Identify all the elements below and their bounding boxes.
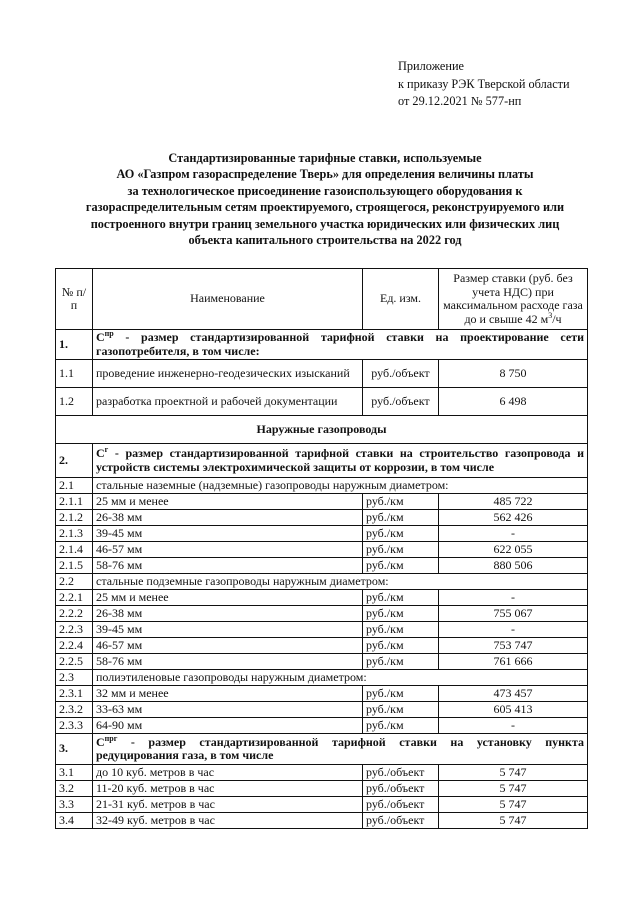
row-value: 5 747 <box>439 781 588 797</box>
row-name: 64-90 мм <box>93 718 363 734</box>
section-3-row <box>56 734 588 765</box>
row-name: 25 мм и менее <box>93 494 363 510</box>
row-num: 2.2.1 <box>56 590 93 606</box>
table-row <box>56 781 588 797</box>
title-line-5: построенного внутри границ земельного участка юридических или физических лиц <box>90 216 560 231</box>
row-num: 3.2 <box>56 781 93 797</box>
table-row <box>56 510 588 526</box>
row-value: 605 413 <box>439 702 588 718</box>
row-unit: руб./км <box>363 494 439 510</box>
row-name: 32-49 куб. метров в час <box>93 813 363 829</box>
row-value: 622 055 <box>439 542 588 558</box>
group-num: 2.3 <box>56 670 93 686</box>
row-name: до 10 куб. метров в час <box>93 765 363 781</box>
header-num: № п/п <box>56 269 93 330</box>
row-unit: руб./км <box>363 686 439 702</box>
table-row <box>56 606 588 622</box>
row-value: - <box>439 718 588 734</box>
row-name: 33-63 мм <box>93 702 363 718</box>
tariff-table <box>55 268 588 829</box>
appendix-line-1: Приложение <box>398 59 464 73</box>
external-pipelines-title: Наружные газопроводы <box>56 416 588 444</box>
row-unit: руб./км <box>363 526 439 542</box>
row-name: 46-57 мм <box>93 542 363 558</box>
row-name: 46-57 мм <box>93 638 363 654</box>
group-name: стальные подземные газопроводы наружным диаметром: <box>93 574 588 590</box>
section-2-row <box>56 444 588 478</box>
header-unit: Ед. изм. <box>363 269 439 330</box>
row-num: 2.2.4 <box>56 638 93 654</box>
table-row <box>56 360 588 388</box>
table-row <box>56 686 588 702</box>
table-row <box>56 494 588 510</box>
row-name: 26-38 мм <box>93 510 363 526</box>
row-value: 5 747 <box>439 797 588 813</box>
row-name: 39-45 мм <box>93 622 363 638</box>
row-name: разработка проектной и рабочей документации <box>93 388 363 416</box>
row-num: 2.1.1 <box>56 494 93 510</box>
row-value: 5 747 <box>439 765 588 781</box>
row-unit: руб./км <box>363 590 439 606</box>
row-num: 2.3.3 <box>56 718 93 734</box>
appendix-block <box>398 58 570 111</box>
row-name: 25 мм и менее <box>93 590 363 606</box>
title-line-4: газораспределительным сетям проектируемого, строящегося, реконструируемого или <box>85 200 565 215</box>
row-value: 562 426 <box>439 510 588 526</box>
row-unit: руб./км <box>363 622 439 638</box>
title-line-1: Стандартизированные тарифные ставки, используемые <box>168 151 482 165</box>
row-name: проведение инженерно-геодезических изысканий <box>93 360 363 388</box>
row-unit: руб./км <box>363 606 439 622</box>
row-unit: руб./объект <box>363 797 439 813</box>
row-unit: руб./объект <box>363 765 439 781</box>
table-row <box>56 797 588 813</box>
group-num: 2.2 <box>56 574 93 590</box>
group-name: полиэтиленовые газопроводы наружным диаметром: <box>93 670 588 686</box>
row-value: 755 067 <box>439 606 588 622</box>
title-line-2: АО «Газпром газораспределение Тверь» для определения величины платы <box>116 167 534 182</box>
title-line-3: за технологическое присоединение газоиспользующего оборудования к <box>127 183 523 198</box>
row-value: 5 747 <box>439 813 588 829</box>
appendix-line-2: к приказу РЭК Тверской области <box>398 76 570 91</box>
row-value: 8 750 <box>439 360 588 388</box>
row-num: 2.1.2 <box>56 510 93 526</box>
table-row <box>56 654 588 670</box>
row-num: 2.3.1 <box>56 686 93 702</box>
header-rate: Размер ставки (руб. без учета НДС) при максимальном расходе газа до и свыше 42 $м^3/ч$ <box>439 269 588 330</box>
table-row <box>56 388 588 416</box>
row-unit: руб./км <box>363 638 439 654</box>
section-title: $С^{пр}$ - размер стандартизированной тарифной ставки на проектирование сети газопотребителя, в том числе: <box>93 330 588 360</box>
row-unit: руб./объект <box>363 360 439 388</box>
table-row <box>56 718 588 734</box>
row-num: 2.1.5 <box>56 558 93 574</box>
table-row <box>56 542 588 558</box>
group-num: 2.1 <box>56 478 93 494</box>
row-num: 2.2.5 <box>56 654 93 670</box>
row-num: 1.2 <box>56 388 93 416</box>
row-num: 3.1 <box>56 765 93 781</box>
row-num: 3.3 <box>56 797 93 813</box>
row-name: 32 мм и менее <box>93 686 363 702</box>
table-row <box>56 526 588 542</box>
table-row <box>56 638 588 654</box>
table-header-row <box>56 269 588 330</box>
row-value: 473 457 <box>439 686 588 702</box>
document-title <box>40 150 610 248</box>
header-name: Наименование <box>93 269 363 330</box>
row-value: 761 666 <box>439 654 588 670</box>
group-name: стальные наземные (надземные) газопроводы наружным диаметром: <box>93 478 588 494</box>
row-name: 58-76 мм <box>93 558 363 574</box>
row-value: - <box>439 590 588 606</box>
row-unit: руб./объект <box>363 388 439 416</box>
row-unit: руб./объект <box>363 781 439 797</box>
row-unit: руб./км <box>363 718 439 734</box>
row-value: 880 506 <box>439 558 588 574</box>
row-name: 21-31 куб. метров в час <box>93 797 363 813</box>
row-value: - <box>439 622 588 638</box>
row-name: 11-20 куб. метров в час <box>93 781 363 797</box>
row-value: 6 498 <box>439 388 588 416</box>
table-row <box>56 558 588 574</box>
row-num: 3.4 <box>56 813 93 829</box>
row-num: 1.1 <box>56 360 93 388</box>
row-unit: руб./км <box>363 702 439 718</box>
table-row <box>56 590 588 606</box>
row-value: 485 722 <box>439 494 588 510</box>
appendix-line-3: от 29.12.2021 № 577-нп <box>398 94 522 108</box>
external-pipelines-header <box>56 416 588 444</box>
table-row <box>56 765 588 781</box>
row-unit: руб./км <box>363 558 439 574</box>
section-title: $С^г$ - размер стандартизированной тарифной ставки на строительство газопровода и устройств системы электрохимической защиты от коррозии, в том числе <box>93 444 588 478</box>
row-name: 26-38 мм <box>93 606 363 622</box>
row-num: 2.3.2 <box>56 702 93 718</box>
row-name: 39-45 мм <box>93 526 363 542</box>
section-num: 3. <box>56 734 93 765</box>
table-row <box>56 622 588 638</box>
row-name: 58-76 мм <box>93 654 363 670</box>
row-unit: руб./км <box>363 654 439 670</box>
row-value: - <box>439 526 588 542</box>
row-num: 2.2.3 <box>56 622 93 638</box>
title-line-6: объекта капитального строительства на 2022 год <box>188 233 462 248</box>
row-value: 753 747 <box>439 638 588 654</box>
section-1-row <box>56 330 588 360</box>
group-row <box>56 478 588 494</box>
table-row <box>56 702 588 718</box>
row-unit: руб./км <box>363 542 439 558</box>
section-title: $С^{прг}$ - размер стандартизированной тарифной ставки на установку пункта редуцирования газа, в том числе <box>93 734 588 765</box>
section-num: 1. <box>56 330 93 360</box>
group-row <box>56 670 588 686</box>
row-unit: руб./км <box>363 510 439 526</box>
group-row <box>56 574 588 590</box>
section-num: 2. <box>56 444 93 478</box>
row-num: 2.1.3 <box>56 526 93 542</box>
row-unit: руб./объект <box>363 813 439 829</box>
row-num: 2.1.4 <box>56 542 93 558</box>
row-num: 2.2.2 <box>56 606 93 622</box>
table-row <box>56 813 588 829</box>
